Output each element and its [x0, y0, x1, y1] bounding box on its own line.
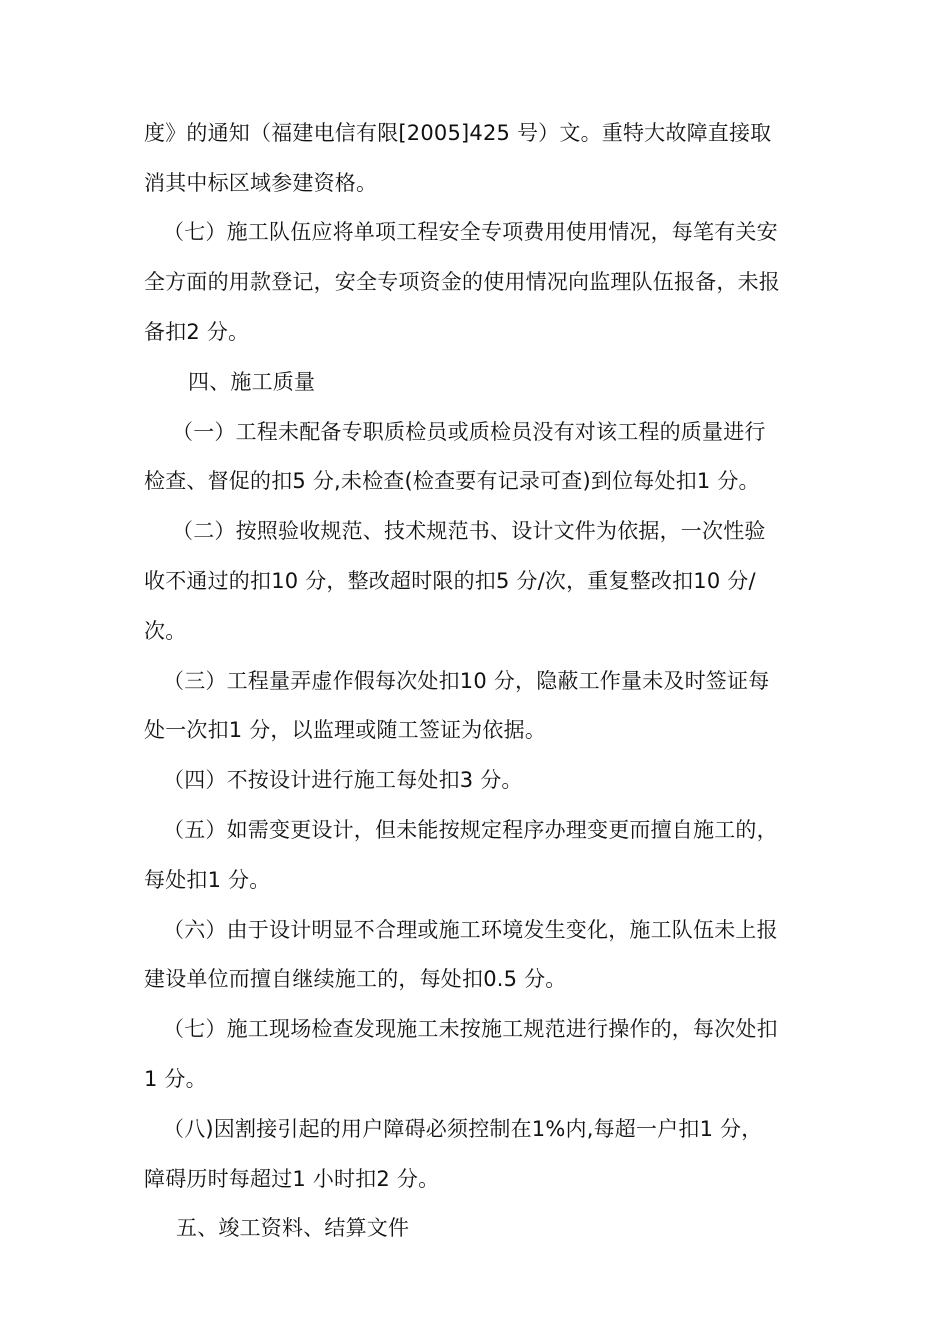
text-line: 度》的通知（福建电信有限[2005]425 号）文。重特大故障直接取 — [144, 121, 772, 145]
text-line: 1 分。 — [144, 1067, 207, 1091]
text-line: （三）工程量弄虚作假每次处扣10 分，隐蔽工作量未及时签证每 — [163, 669, 770, 693]
text-line: （八)因割接引起的用户障碍必须控制在1%内,每超一户扣1 分， — [163, 1117, 763, 1141]
text-line: （四）不按设计进行施工每处扣3 分。 — [163, 768, 523, 792]
text-line: 障碍历时每超过1 小时扣2 分。 — [144, 1167, 440, 1191]
text-line: 建设单位而擅自继续施工的，每处扣0.5 分。 — [144, 967, 567, 991]
section-heading: 四、施工质量 — [188, 370, 316, 394]
text-line: 次。 — [144, 619, 187, 643]
text-line: 每处扣1 分。 — [144, 868, 271, 892]
text-line: 检查、督促的扣5 分,未检查(检查要有记录可查)到位每处扣1 分。 — [144, 469, 760, 493]
text-line: 备扣2 分。 — [144, 320, 250, 344]
text-line: 消其中标区域参建资格。 — [144, 171, 378, 195]
text-line: 全方面的用款登记，安全专项资金的使用情况向监理队伍报备，未报 — [144, 270, 780, 294]
text-line: （七）施工队伍应将单项工程安全专项费用使用情况，每笔有关安 — [163, 220, 778, 244]
text-line: （七）施工现场检查发现施工未按施工规范进行操作的，每次处扣 — [163, 1017, 778, 1041]
text-line: 处一次扣1 分，以监理或随工签证为依据。 — [144, 718, 547, 742]
text-line: （五）如需变更设计，但未能按规定程序办理变更而擅自施工的， — [163, 818, 778, 842]
text-line: 收不通过的扣10 分，整改超时限的扣5 分/次，重复整改扣10 分/ — [144, 569, 756, 593]
section-heading: 五、竣工资料、结算文件 — [176, 1216, 410, 1240]
text-line: （一）工程未配备专职质检员或质检员没有对该工程的质量进行 — [172, 420, 766, 444]
text-line: （六）由于设计明显不合理或施工环境发生变化，施工队伍未上报 — [163, 918, 778, 942]
text-line: （二）按照验收规范、技术规范书、设计文件为依据，一次性验 — [172, 519, 766, 543]
